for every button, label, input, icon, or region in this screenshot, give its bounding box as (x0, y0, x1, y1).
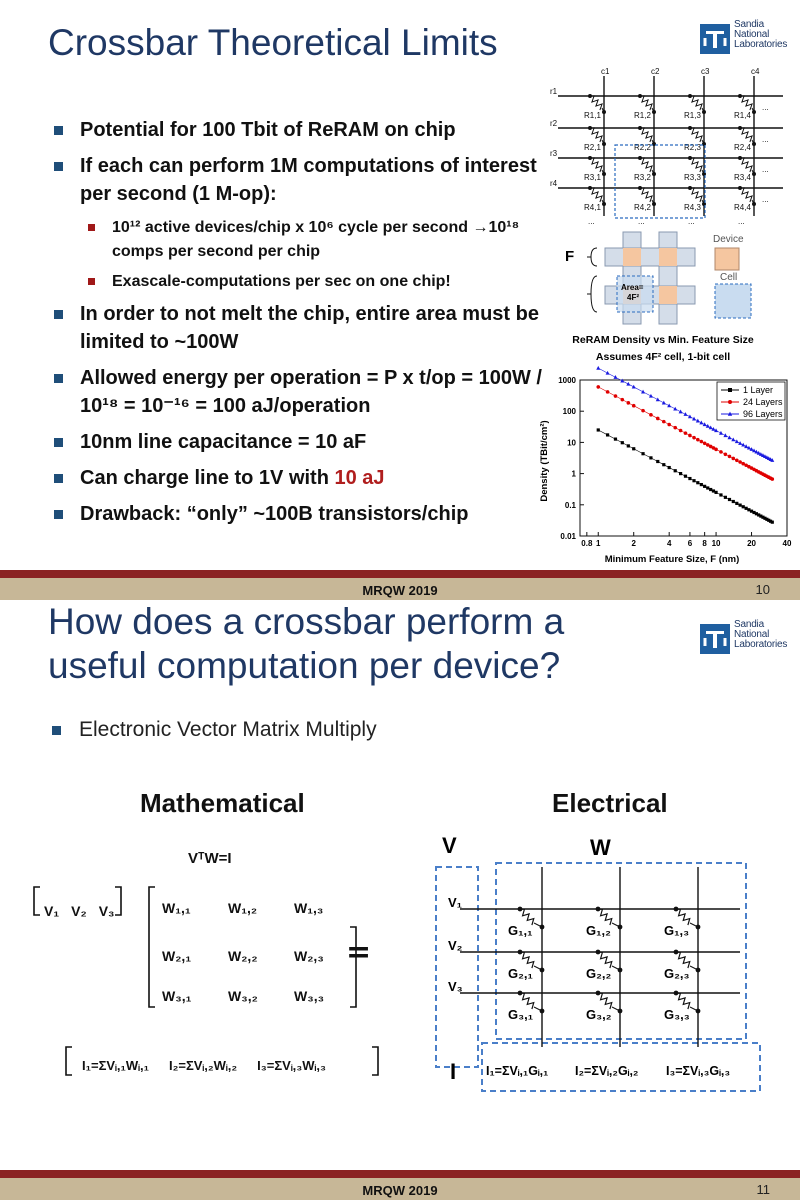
data-point-triangle (696, 419, 700, 423)
data-point-square (679, 472, 682, 475)
ellipsis: ... (588, 217, 595, 226)
w-matrix-cell: W₃,₂ (228, 988, 258, 1004)
data-point-square (692, 479, 695, 482)
v-input-label: V₃ (448, 979, 463, 994)
x-tick-label: 10 (711, 539, 721, 548)
data-point-triangle (735, 439, 739, 443)
data-point-circle (700, 440, 704, 444)
footer-text: MRQW 2019 (362, 583, 438, 598)
bullet-item: Potential for 100 Tbit of ReRAM on chip (52, 116, 542, 144)
chart-xlabel: Minimum Feature Size, F (nm) (604, 554, 740, 565)
data-point-square (696, 481, 699, 484)
data-point-triangle (683, 412, 687, 416)
legend-label: 96 Layers (743, 409, 783, 419)
area-value: 4F² (627, 293, 639, 302)
sub-bullet-item: Exascale-computations per sec on one chip! (52, 270, 542, 294)
data-point-triangle (649, 394, 653, 398)
v-input-label: V₂ (448, 938, 463, 953)
data-point-circle (728, 455, 732, 459)
data-point-square (668, 466, 671, 469)
data-point-triangle (626, 382, 630, 386)
formula: VᵀW=I (188, 850, 232, 867)
data-point-circle (662, 420, 666, 424)
data-point-triangle (667, 404, 671, 408)
x-tick-label: 6 (687, 539, 693, 548)
conductance-label: G₂,₃ (664, 966, 690, 981)
data-point-triangle (692, 417, 696, 421)
ellipsis: ... (762, 165, 769, 174)
data-point-square (627, 444, 630, 447)
data-point-circle (735, 459, 739, 463)
footer-text: MRQW 2019 (362, 1183, 438, 1198)
data-point-circle (614, 394, 618, 398)
data-point-circle (719, 450, 723, 454)
bullet-item: 10nm line capacitance = 10 aF (52, 428, 542, 456)
data-point-triangle (688, 414, 692, 418)
logo-line-2: National (734, 29, 770, 40)
logo-line-1: Sandia (734, 19, 764, 30)
data-point-circle (738, 460, 742, 464)
y-tick-label: 1 (571, 469, 576, 479)
data-point-circle (649, 413, 653, 417)
cell-label: R1,1 (584, 111, 601, 120)
data-point-circle (770, 477, 774, 481)
data-point-circle (724, 452, 728, 456)
data-point-square (728, 498, 731, 501)
data-point-square (641, 452, 644, 455)
bullet-square-icon (54, 474, 63, 483)
col-label-c3: c3 (701, 67, 710, 76)
data-point-square (739, 504, 742, 507)
data-point-triangle (723, 433, 727, 437)
data-point-triangle (699, 421, 703, 425)
bullet-square-icon (54, 510, 63, 519)
x-tick-label: 8 (702, 539, 707, 548)
data-point-circle (632, 404, 636, 408)
w-matrix-cell: W₁,₂ (228, 900, 258, 916)
data-point-square (735, 502, 738, 505)
conductance-label: G₂,₁ (508, 966, 533, 981)
bullet-square-icon (54, 126, 63, 135)
data-point-triangle (606, 371, 610, 375)
data-point-triangle (679, 410, 683, 414)
row-label-r3: r3 (550, 149, 558, 158)
chart-title: ReRAM Density vs Min. Feature Size (572, 334, 754, 346)
logo-line-1: Sandia (734, 619, 764, 630)
data-point-square (732, 500, 735, 503)
equals-sign: = (346, 935, 372, 970)
col-label-c4: c4 (751, 67, 760, 76)
electrical-crossbar-diagram (420, 825, 780, 1145)
f-label: F (565, 248, 575, 265)
cell-label: R3,2 (634, 173, 651, 182)
area-label: Area= (621, 283, 644, 292)
math-results: I₁=ΣVᵢ,₁Wᵢ,₁ I₂=ΣVᵢ,₂Wᵢ,₂ I₃=ΣVᵢ,₃Wᵢ,₃ (82, 1058, 327, 1073)
slide-title: How does a crossbar perform a useful computation per device? (48, 601, 565, 686)
data-point-triangle (673, 407, 677, 411)
crossbar-array-diagram (548, 66, 788, 226)
legend-label: 24 Layers (743, 397, 783, 407)
data-point-triangle (656, 397, 660, 401)
data-point-square (632, 447, 635, 450)
x-tick-label: 0.8 (581, 539, 593, 548)
cell-label: R1,3 (684, 111, 701, 120)
footer (0, 1170, 800, 1200)
data-point-square (688, 477, 691, 480)
w-matrix-cell: W₂,₁ (162, 948, 192, 964)
data-point-circle (606, 390, 610, 394)
data-point-triangle (632, 385, 636, 389)
ellipsis: ... (638, 217, 645, 226)
chart-subtitle: Assumes 4F² cell, 1-bit cell (595, 351, 731, 363)
cell-label: R3,4 (734, 173, 751, 182)
data-point-circle (688, 434, 692, 438)
w-label: W (590, 835, 611, 860)
data-point-circle (696, 438, 700, 442)
footer (0, 570, 800, 600)
bullet-item: In order to not melt the chip, entire area must be limited to ~100W (52, 300, 542, 356)
logo-line-2: National (734, 629, 770, 640)
bullet-square-icon (54, 162, 63, 171)
bullet-list (52, 116, 542, 536)
current-result: I₁=ΣVᵢ,₁Gᵢ,₁ (486, 1064, 549, 1078)
conductance-label: G₁,₃ (664, 923, 690, 938)
w-matrix-cell: W₁,₁ (162, 900, 191, 916)
logo-line-3: Laboratories (734, 639, 788, 650)
cell-label: R2,3 (684, 143, 701, 152)
bullet-square-icon (54, 374, 63, 383)
logo-line-3: Laboratories (734, 39, 788, 50)
w-matrix-cell: W₃,₁ (162, 988, 192, 1004)
data-point-square (771, 521, 774, 524)
bullet-square-icon (52, 726, 61, 735)
device-cell-diagram (555, 228, 795, 328)
y-tick-label: 0.1 (564, 500, 576, 510)
sandia-logo (700, 619, 788, 660)
page-number: 11 (756, 1182, 770, 1197)
data-point-square (742, 505, 745, 508)
cell-label: Cell (720, 272, 738, 283)
data-point-triangle (719, 431, 723, 435)
sub-bullet-square-icon (88, 278, 95, 285)
device-swatch (715, 248, 739, 270)
col-label-c1: c1 (601, 67, 610, 76)
legend-label: 1 Layer (743, 385, 774, 395)
data-point-circle (684, 431, 688, 435)
device-label: Device (713, 234, 744, 245)
data-point-square (709, 488, 712, 491)
data-point-square (649, 456, 652, 459)
cell-label: R4,3 (684, 203, 701, 212)
x-tick-label: 40 (782, 539, 792, 548)
x-tick-label: 20 (747, 539, 756, 548)
data-point-circle (667, 423, 671, 427)
data-point-triangle (731, 437, 735, 441)
data-point-triangle (727, 435, 731, 439)
v-label: V (442, 833, 457, 858)
sandia-thunderbird-icon (700, 624, 730, 654)
data-point-square (724, 496, 727, 499)
x-tick-label: 4 (666, 539, 672, 548)
electrical-header: Electrical (552, 788, 668, 818)
cell-label: R2,1 (584, 143, 601, 152)
conductance-label: G₁,₁ (508, 923, 533, 938)
ellipsis: ... (688, 217, 695, 226)
sub-bullet-item: 10¹² active devices/chip x 10⁶ cycle per second →10¹⁸ comps per second per chip (52, 216, 542, 264)
slide-11 (0, 600, 800, 1200)
y-tick-label: 1000 (558, 376, 576, 385)
col-label-c2: c2 (651, 67, 660, 76)
bullet-item: Drawback: “only” ~100B transistors/chip (52, 500, 542, 528)
ellipsis: ... (762, 195, 769, 204)
row-label-r4: r4 (550, 179, 558, 188)
w-matrix-cell: W₂,₂ (228, 948, 258, 964)
x-tick-label: 2 (631, 539, 636, 548)
row-label-r1: r1 (550, 87, 558, 96)
sub-bullet-square-icon (88, 224, 95, 231)
y-tick-label: 0.01 (560, 532, 576, 541)
data-point-circle (627, 401, 631, 405)
cell-label: R3,3 (684, 173, 701, 182)
data-point-square (700, 483, 703, 486)
data-point-circle (692, 436, 696, 440)
slide-title: Crossbar Theoretical Limits (48, 22, 498, 63)
bullet-square-icon (54, 438, 63, 447)
data-point-square (714, 491, 717, 494)
bullet-item: Electronic Vector Matrix Multiply (52, 718, 377, 742)
v-vector: V₁ V₂ V₃ (44, 903, 115, 919)
data-point-square (719, 493, 722, 496)
cell-label: R1,4 (734, 111, 751, 120)
current-result: I₂=ΣVᵢ,₂Gᵢ,₂ (575, 1064, 639, 1078)
data-point-triangle (596, 366, 600, 370)
cell-label: R3,1 (584, 173, 601, 182)
bullet-item: Can charge line to 1V with 10 aJ (52, 464, 542, 492)
w-matrix-cell: W₁,₃ (294, 900, 324, 916)
i-label: I (450, 1059, 457, 1084)
v-input-label: V₁ (448, 895, 463, 910)
data-point-square (684, 475, 687, 478)
data-point-square (703, 485, 706, 488)
data-point-square (621, 441, 624, 444)
row-label-r2: r2 (550, 119, 558, 128)
data-point-circle (596, 385, 600, 389)
data-point-triangle (620, 379, 624, 383)
data-point-square (656, 460, 659, 463)
data-point-triangle (641, 390, 645, 394)
y-tick-label: 10 (567, 438, 576, 448)
bullet-item: If each can perform 1M computations of interest per second (1 M-op): (52, 152, 542, 208)
w-matrix-cell: W₂,₃ (294, 948, 324, 964)
ellipsis: ... (762, 135, 769, 144)
y-tick-label: 100 (562, 407, 576, 417)
cell-label: R4,2 (634, 203, 651, 212)
x-tick-label: 1 (596, 539, 601, 548)
highlight-10aj: 10 aJ (334, 467, 385, 489)
cell-label: R2,4 (734, 143, 751, 152)
conductance-label: G₃,₃ (664, 1007, 690, 1022)
sandia-logo (700, 19, 788, 60)
data-point-circle (641, 409, 645, 413)
mathematical-header: Mathematical (140, 788, 305, 818)
conductance-label: G₃,₁ (508, 1007, 534, 1022)
data-point-square (662, 463, 665, 466)
data-point-triangle (662, 401, 666, 405)
data-point-circle (620, 398, 624, 402)
ellipsis: ... (738, 217, 745, 226)
cell-label: R4,1 (584, 203, 601, 212)
cell-swatch (715, 284, 751, 318)
data-point-circle (731, 457, 735, 461)
page-number: 10 (755, 582, 770, 597)
cell-label: R4,4 (734, 203, 751, 212)
data-point-circle (679, 429, 683, 433)
data-point-square (706, 486, 709, 489)
data-point-triangle (613, 375, 617, 379)
data-point-circle (714, 448, 718, 452)
data-point-circle (673, 426, 677, 430)
current-result: I₃=ΣVᵢ,₃Gᵢ,₃ (666, 1064, 731, 1078)
conductance-label: G₃,₂ (586, 1007, 612, 1022)
data-point-square (674, 469, 677, 472)
ellipsis: ... (762, 103, 769, 112)
data-point-square (745, 507, 748, 510)
conductance-label: G₁,₂ (586, 923, 611, 938)
data-point-square (606, 433, 609, 436)
w-matrix-cell: W₃,₃ (294, 988, 325, 1004)
conductance-label: G₂,₂ (586, 966, 612, 981)
cell-label: R2,2 (634, 143, 651, 152)
bullet-square-icon (54, 310, 63, 319)
bullet-item: Allowed energy per operation = P x t/op = 100W / 10¹⁸ = 10⁻¹⁶ = 100 aJ/operation (52, 364, 542, 420)
data-point-square (597, 428, 600, 431)
data-point-square (614, 438, 617, 441)
data-point-circle (703, 441, 707, 445)
sandia-thunderbird-icon (700, 24, 730, 54)
density-chart (535, 328, 795, 568)
data-point-circle (656, 417, 660, 421)
cell-label: R1,2 (634, 111, 651, 120)
chart-ylabel: Density (TBit/cm²) (539, 420, 550, 502)
